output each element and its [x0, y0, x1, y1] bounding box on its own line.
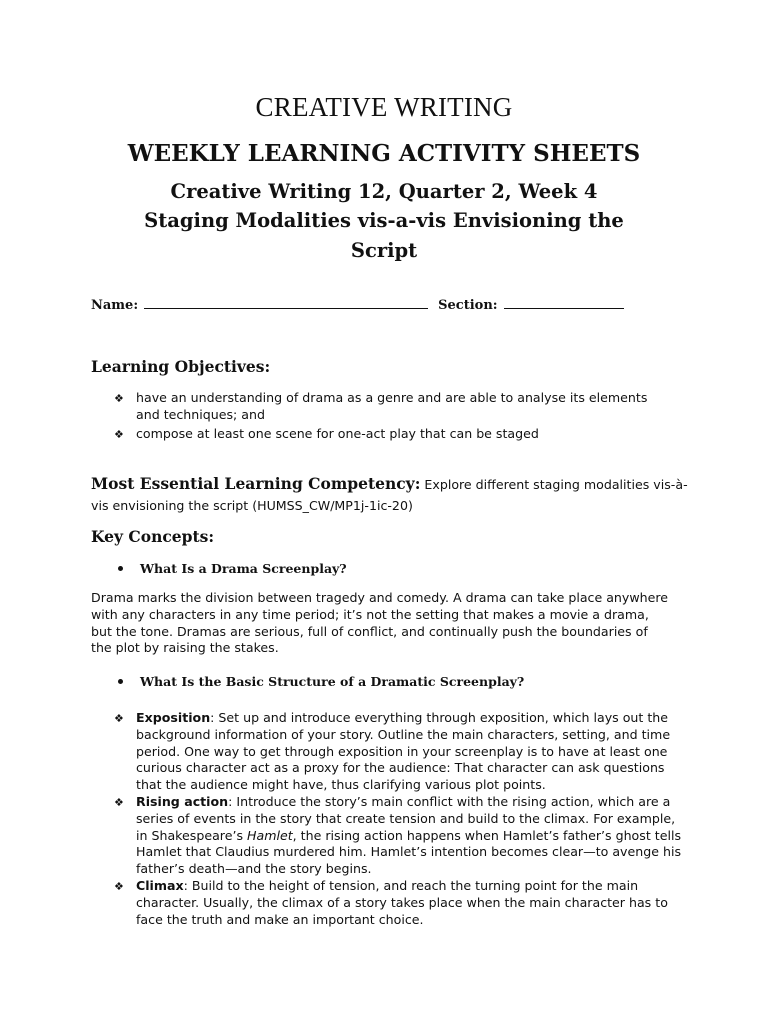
term-exposition: Exposition [136, 710, 211, 725]
term-climax: Climax [136, 877, 184, 893]
list-item: ❖ compose at least one scene for one-act play that can be staged [114, 425, 539, 441]
question-2: What Is the Basic Structure of a Dramatic Screenplay? [118, 674, 524, 689]
document-subtitle: WEEKLY LEARNING ACTIVITY SHEETS [127, 140, 641, 167]
course-line: Creative Writing 12, Quarter 2, Week 4 [170, 180, 598, 203]
topic-line-1: Staging Modalities vis-a-vis Envisioning the [144, 209, 624, 232]
document-title: CREATIVE WRITING [255, 92, 513, 122]
diamond-bullet-icon: ❖ [114, 879, 124, 893]
melc-block [91, 474, 691, 516]
question-1: What Is a Drama Screenplay? [118, 561, 347, 576]
objectives-heading: Learning Objectives: [91, 357, 271, 376]
list-item: ❖ Exposition: Set up and introduce everything through exposition, which lays out the background information of your story. Outline the main characters, setting, and time period. One way to get through exposition in your screenplay is to have at least one curious character act as a proxy for the audience: That character can ask questions that the audience might have, thus clarifying various plot points. [114, 710, 671, 793]
list-item: ❖ Climax: Build to the height of tension, and reach the turning point for the main character. Usually, the climax of a story takes place when the main character has to face the truth and make an important choice. [114, 877, 668, 927]
section-label: Section: [438, 298, 498, 313]
melc-text: Explore different staging modalities vis-à-vis envisioning the script (HUMSS_CW/MP1j-1ic-20) [91, 477, 688, 513]
name-label: Name: [91, 298, 139, 313]
key-concepts-heading: Key Concepts: [91, 527, 215, 546]
drama-paragraph: Drama marks the division between tragedy and comedy. A drama can take place anywhere with any characters in any time period; it’s not the setting that makes a movie a drama, but the tone. Dramas are serious, full of conflict, and continually push the boundaries of the plot by raising the stakes. [91, 590, 669, 656]
topic-line-2: Script [350, 239, 418, 262]
hamlet-title: Hamlet [247, 827, 293, 843]
objectives-list [112, 390, 652, 444]
structure-list [112, 710, 682, 928]
diamond-bullet-icon: ❖ [114, 392, 124, 405]
bullet-dot-icon [118, 566, 123, 571]
name-blank[interactable] [144, 296, 428, 309]
section-blank[interactable] [504, 296, 624, 309]
diamond-bullet-icon: ❖ [114, 712, 124, 725]
diamond-bullet-icon: ❖ [114, 427, 124, 441]
list-item: ❖ have an understanding of drama as a genre and are able to analyse its elements and techniques; and [114, 390, 648, 422]
diamond-bullet-icon: ❖ [114, 795, 124, 809]
term-rising-action: Rising action [136, 793, 229, 809]
name-section-row [91, 296, 634, 313]
list-item: ❖ Rising action: Introduce the story’s main conflict with the rising action, which are a series of events in the story that create tension and build to the climax. For example, in Shakespeare’s Hamlet, the rising action happens when Hamlet’s father’s ghost tells Hamlet that Claudius murdered him. Hamlet’s intention becomes clear—to avenge his father’s death—and the story begins. [114, 793, 682, 877]
bullet-dot-icon [118, 679, 123, 684]
melc-heading: Most Essential Learning Competency: [91, 474, 421, 493]
